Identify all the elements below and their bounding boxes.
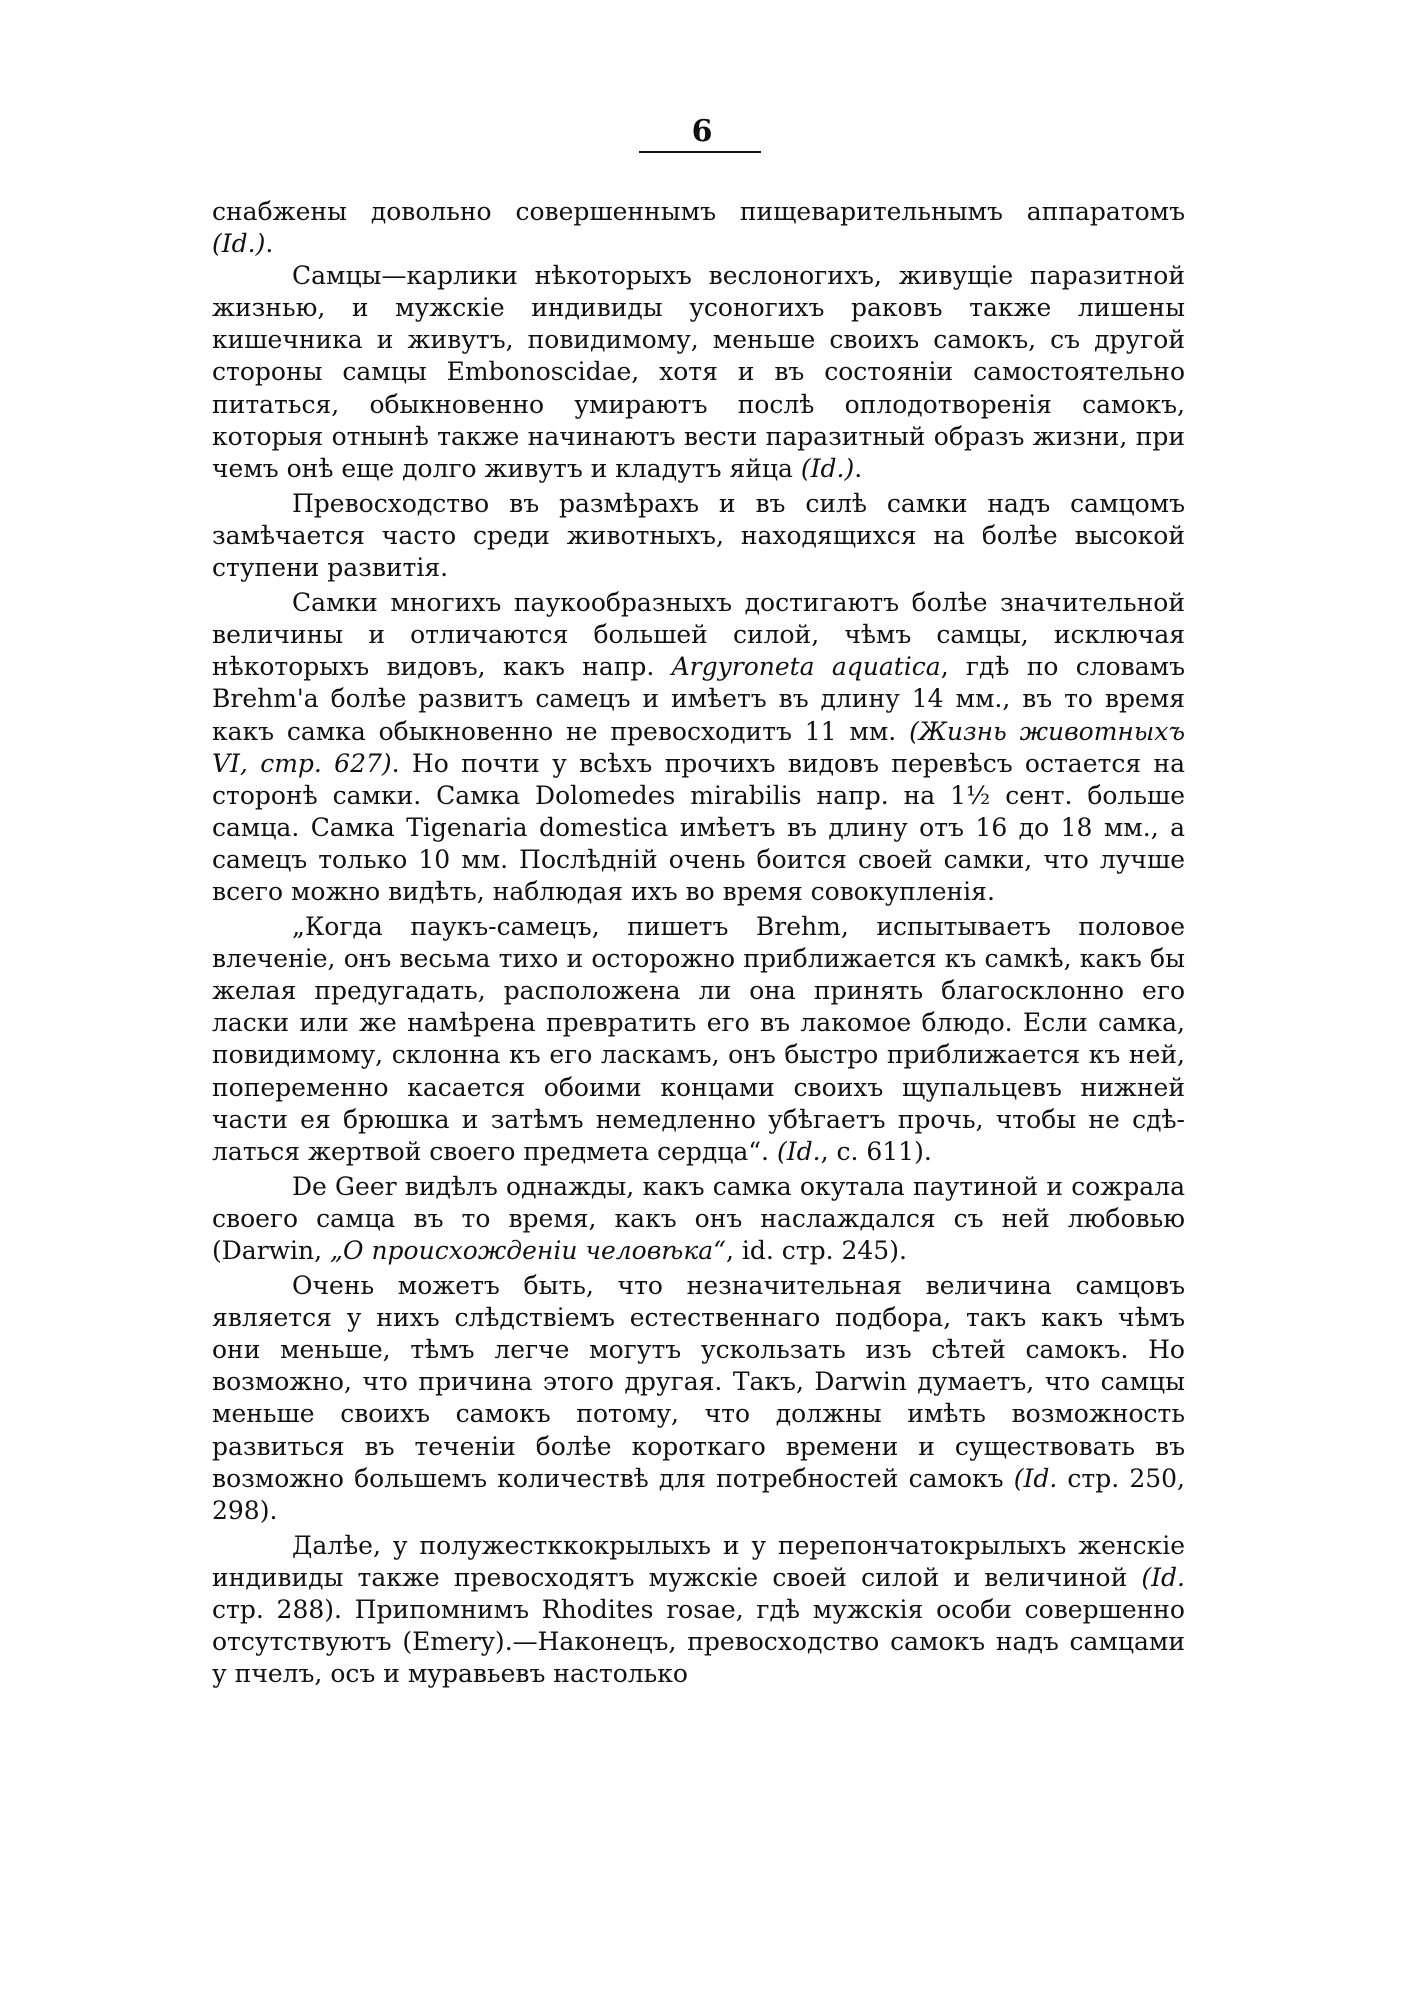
paragraph — [212, 260, 1185, 485]
italic-text: (Жизнь животныхъ VI, стр. 627) — [212, 716, 1185, 778]
text-run: Самки многихъ паукообразныхъ достигаютъ болѣе значительной величины и отличаются большей силой, чѣмъ самцы, исключая нѣкоторыхъ видовъ, какъ напр. — [212, 588, 1185, 682]
text-run: , id. стр. 245). — [725, 1236, 907, 1265]
text-run: стр. 288). Припомнимъ Rhodites rosae, гдѣ мужскія особи совершенно отсутствуютъ (Emery).—Наконецъ, превосходство самокъ надъ самцами у пчелъ, осъ и муравьевъ настолько — [212, 1595, 1185, 1689]
text-run: . — [854, 453, 863, 483]
body-text — [212, 196, 1185, 1690]
paragraph — [212, 1530, 1185, 1690]
paragraph — [212, 911, 1185, 1168]
paragraph — [212, 488, 1185, 584]
italic-text: (Id.) — [212, 229, 266, 259]
paragraph — [212, 1171, 1185, 1267]
italic-text: Argyroneta aquatica — [671, 652, 941, 682]
text-run: Превосходство въ размѣрахъ и въ силѣ самки надъ самцомъ замѣчается часто среди животныхъ, находящихся на болѣе высокой ступени развитія. — [212, 488, 1185, 583]
paragraph — [212, 196, 1185, 260]
page-number-rule — [639, 151, 761, 153]
text-run: „Когда паукъ-самецъ, пишетъ Brehm, испытываетъ половое влеченіе, онъ весьма тихо и осторожно приближается къ самкѣ, какъ бы желая предугадать, расположена ли она принять благосклонно его ласки или же намѣрена превратить его въ лакомое блюдо. Если самка, повидимому, склонна къ его ласкамъ, онъ быстро приближается къ ней, попеременно касается обоими концами своихъ щупальцевъ нижней части ея брюшка и затѣмъ немедленно убѣгаетъ прочь, чтобы не сдѣлаться жертвой своего предмета сердца“. — [212, 912, 1185, 1166]
paragraph — [212, 587, 1185, 908]
text-run: , гдѣ по словамъ Brehm'а болѣе развитъ самецъ и имѣетъ въ длину 14 мм., въ то время какъ самка обыкновенно не превосходитъ 11 мм. — [212, 652, 1185, 746]
text-run: Далѣе, у полужестккокрылыхъ и у перепончатокрылыхъ женскіе индивиды также превосходятъ мужскіе своей силой и величиной — [212, 1530, 1185, 1592]
text-run: снабжены довольно совершеннымъ пищеварительнымъ аппаратомъ — [212, 197, 1185, 226]
text-run: . — [265, 229, 274, 259]
italic-text: (Id. — [776, 1136, 821, 1166]
italic-text: „О происхожденіи человѣка“ — [330, 1236, 726, 1265]
italic-text: (Id. — [1013, 1463, 1058, 1493]
page-number: 6 — [691, 114, 713, 149]
text-run: Самцы—карлики нѣкоторыхъ веслоногихъ, живущіе паразитной жизнью, и мужскіе индивиды усоногихъ раковъ также лишены кишечника и живутъ, повидимому, меньше своихъ самокъ, съ другой стороны самцы Embonoscidae, хотя и въ состояніи самостоятельно питаться, обыкновенно умираютъ послѣ оплодотворенія самокъ, которыя отнынѣ также начинаютъ вести паразитный образъ жизни, при чемъ онѣ еще долго живутъ и кладутъ яйца — [212, 261, 1185, 483]
italic-text: (Id.) — [800, 453, 855, 483]
italic-text: (Id. — [1141, 1562, 1185, 1592]
text-run: . Но почти у всѣхъ прочихъ видовъ перевѣсъ остается на сторонѣ самки. Самка Dolomedes mirabilis напр. на 1½ сент. больше самца. Самка Tigenaria domestica имѣетъ въ длину отъ 16 до 18 мм., а самецъ только 10 мм. Послѣдній очень боится своей самки, что лучше всего можно видѣть, наблюдая ихъ во время совокупленія. — [212, 748, 1185, 906]
paragraph — [212, 1270, 1185, 1527]
text-run: Очень можетъ быть, что незначительная величина самцовъ является у нихъ слѣдствіемъ естественнаго подбора, такъ какъ чѣмъ они меньше, тѣмъ легче могутъ ускользать изъ сѣтей самокъ. Но возможно, что причина этого другая. Такъ, Darwin думаетъ, что самцы меньше своихъ самокъ потому, что должны имѣть возможность развиться въ теченіи болѣе короткаго времени и существовать въ возможно большемъ количествѣ для потребностей самокъ — [212, 1271, 1185, 1493]
text-run: , с. 611). — [820, 1136, 932, 1166]
text-run: De Geer видѣлъ однажды, какъ самка окутала паутиной и сожрала своего самца въ то время, какъ онъ наслаждался съ ней любовью (Darwin, — [212, 1171, 1185, 1265]
text-run: стр. 250, 298). — [212, 1463, 1185, 1525]
